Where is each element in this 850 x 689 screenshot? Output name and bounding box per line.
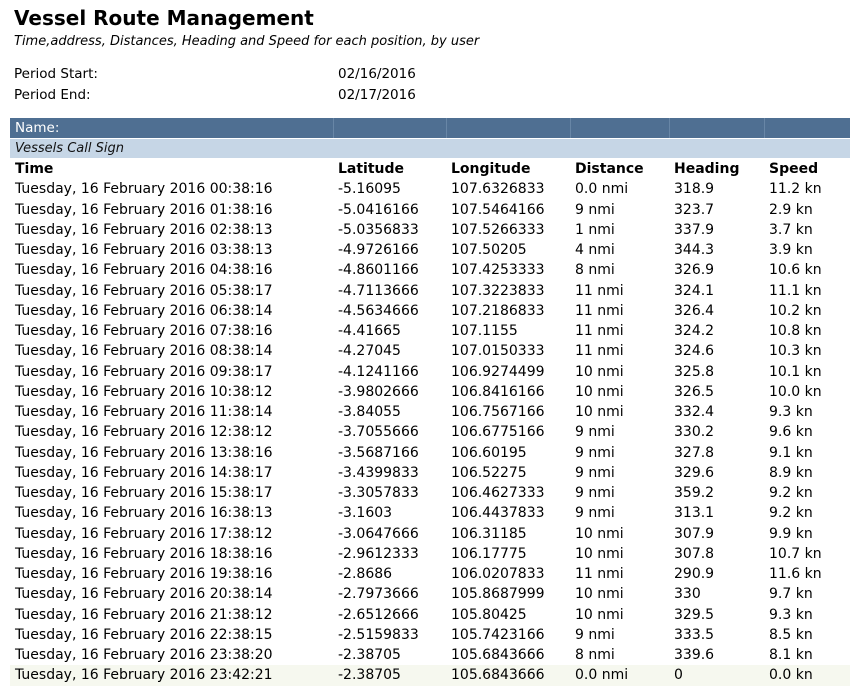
cell-distance: 0.0 nmi xyxy=(575,667,629,684)
cell-heading: 325.8 xyxy=(674,363,715,380)
cell-speed: 9.3 kn xyxy=(769,606,813,623)
cell-time: Tuesday, 16 February 2016 12:38:12 xyxy=(15,424,273,441)
band-divider xyxy=(446,118,447,138)
cell-time: Tuesday, 16 February 2016 08:38:14 xyxy=(15,343,273,360)
table-header-row xyxy=(10,159,850,179)
table-row xyxy=(10,584,850,604)
cell-time: Tuesday, 16 February 2016 06:38:14 xyxy=(15,302,273,319)
cell-time: Tuesday, 16 February 2016 05:38:17 xyxy=(15,282,273,299)
cell-heading: 313.1 xyxy=(674,505,715,522)
cell-distance: 4 nmi xyxy=(575,242,615,258)
cell-speed: 3.9 kn xyxy=(769,242,813,258)
cell-longitude: 106.31185 xyxy=(451,525,527,542)
table-row xyxy=(10,544,850,564)
table-row xyxy=(10,382,850,402)
cell-latitude: -3.4399833 xyxy=(338,464,419,481)
cell-heading: 324.1 xyxy=(674,282,715,299)
table-row xyxy=(10,443,850,463)
cell-speed: 8.9 kn xyxy=(769,464,813,481)
cell-distance: 9 nmi xyxy=(575,505,615,522)
header-distance: Distance xyxy=(575,161,644,177)
cell-longitude: 105.6843666 xyxy=(451,667,545,684)
cell-latitude: -4.1241166 xyxy=(338,363,419,380)
call-sign-band xyxy=(10,139,850,158)
cell-heading: 339.6 xyxy=(674,647,715,663)
cell-heading: 0 xyxy=(674,667,683,684)
cell-heading: 344.3 xyxy=(674,242,715,258)
cell-heading: 329.5 xyxy=(674,606,715,623)
cell-distance: 10 nmi xyxy=(575,525,624,542)
cell-longitude: 107.6326833 xyxy=(451,181,545,198)
cell-time: Tuesday, 16 February 2016 13:38:16 xyxy=(15,444,273,461)
cell-time: Tuesday, 16 February 2016 22:38:15 xyxy=(15,626,273,643)
cell-latitude: -4.8601166 xyxy=(338,262,419,279)
cell-time: Tuesday, 16 February 2016 02:38:13 xyxy=(15,221,273,238)
cell-distance: 10 nmi xyxy=(575,545,624,562)
cell-longitude: 106.7567166 xyxy=(451,404,545,420)
report-subtitle: Time,address, Distances, Heading and Speed for each position, by user xyxy=(14,34,480,49)
cell-speed: 11.1 kn xyxy=(769,282,822,299)
cell-distance: 9 nmi xyxy=(575,201,615,218)
cell-longitude: 105.8687999 xyxy=(451,586,545,603)
cell-longitude: 107.0150333 xyxy=(451,343,545,360)
cell-time: Tuesday, 16 February 2016 00:38:16 xyxy=(15,181,273,198)
cell-time: Tuesday, 16 February 2016 21:38:12 xyxy=(15,606,273,623)
cell-heading: 327.8 xyxy=(674,444,715,461)
cell-longitude: 107.5464166 xyxy=(451,201,545,218)
cell-speed: 9.6 kn xyxy=(769,424,813,441)
cell-distance: 9 nmi xyxy=(575,444,615,461)
cell-speed: 10.1 kn xyxy=(769,363,822,380)
cell-time: Tuesday, 16 February 2016 18:38:16 xyxy=(15,545,273,562)
cell-heading: 323.7 xyxy=(674,201,715,218)
cell-latitude: -4.5634666 xyxy=(338,302,419,319)
header-heading: Heading xyxy=(674,161,740,177)
table-body xyxy=(10,179,850,685)
cell-heading: 324.6 xyxy=(674,343,715,360)
cell-longitude: 106.0207833 xyxy=(451,566,545,582)
cell-latitude: -2.38705 xyxy=(338,667,401,684)
cell-latitude: -3.5687166 xyxy=(338,444,419,461)
table-row xyxy=(10,200,850,220)
cell-time: Tuesday, 16 February 2016 16:38:13 xyxy=(15,505,273,522)
table-row xyxy=(10,564,850,584)
cell-latitude: -4.41665 xyxy=(338,323,401,339)
cell-longitude: 107.2186833 xyxy=(451,302,545,319)
band-divider xyxy=(669,118,670,138)
cell-heading: 333.5 xyxy=(674,626,715,643)
table-row xyxy=(10,625,850,645)
page-title: Vessel Route Management xyxy=(14,6,314,30)
cell-longitude: 106.9274499 xyxy=(451,363,545,380)
cell-longitude: 106.17775 xyxy=(451,545,527,562)
cell-time: Tuesday, 16 February 2016 15:38:17 xyxy=(15,485,273,501)
cell-latitude: -4.9726166 xyxy=(338,242,419,258)
cell-longitude: 106.4437833 xyxy=(451,505,545,522)
period-start-value: 02/16/2016 xyxy=(338,66,416,82)
cell-heading: 324.2 xyxy=(674,323,715,339)
cell-time: Tuesday, 16 February 2016 10:38:12 xyxy=(15,383,273,400)
cell-latitude: -2.9612333 xyxy=(338,545,419,562)
cell-longitude: 107.4253333 xyxy=(451,262,545,279)
cell-heading: 326.4 xyxy=(674,302,715,319)
cell-speed: 9.2 kn xyxy=(769,485,813,501)
table-row xyxy=(10,483,850,503)
cell-speed: 10.6 kn xyxy=(769,262,822,279)
table-row xyxy=(10,179,850,199)
table-row xyxy=(10,281,850,301)
cell-time: Tuesday, 16 February 2016 11:38:14 xyxy=(15,404,273,420)
cell-longitude: 106.6775166 xyxy=(451,424,545,441)
cell-speed: 9.7 kn xyxy=(769,586,813,603)
table-row xyxy=(10,341,850,361)
cell-distance: 9 nmi xyxy=(575,485,615,501)
table-row xyxy=(10,524,850,544)
cell-distance: 11 nmi xyxy=(575,343,624,360)
cell-latitude: -3.84055 xyxy=(338,404,401,420)
table-row xyxy=(10,503,850,523)
cell-time: Tuesday, 16 February 2016 14:38:17 xyxy=(15,464,273,481)
cell-heading: 307.9 xyxy=(674,525,715,542)
cell-latitude: -3.0647666 xyxy=(338,525,419,542)
cell-longitude: 107.3223833 xyxy=(451,282,545,299)
cell-latitude: -2.6512666 xyxy=(338,606,419,623)
cell-distance: 9 nmi xyxy=(575,424,615,441)
cell-time: Tuesday, 16 February 2016 04:38:16 xyxy=(15,262,273,279)
cell-latitude: -5.16095 xyxy=(338,181,401,198)
cell-speed: 0.0 kn xyxy=(769,667,813,684)
cell-time: Tuesday, 16 February 2016 23:38:20 xyxy=(15,647,273,663)
cell-longitude: 106.60195 xyxy=(451,444,527,461)
cell-heading: 329.6 xyxy=(674,464,715,481)
cell-distance: 11 nmi xyxy=(575,302,624,319)
table-row xyxy=(10,422,850,442)
cell-speed: 11.2 kn xyxy=(769,181,822,198)
band-divider xyxy=(570,118,571,138)
cell-speed: 10.7 kn xyxy=(769,545,822,562)
cell-heading: 337.9 xyxy=(674,221,715,238)
table-row xyxy=(10,645,850,665)
cell-heading: 326.5 xyxy=(674,383,715,400)
table-row xyxy=(10,402,850,422)
cell-time: Tuesday, 16 February 2016 09:38:17 xyxy=(15,363,273,380)
cell-distance: 10 nmi xyxy=(575,383,624,400)
cell-longitude: 106.52275 xyxy=(451,464,527,481)
cell-distance: 11 nmi xyxy=(575,566,624,582)
cell-time: Tuesday, 16 February 2016 03:38:13 xyxy=(15,242,273,258)
cell-speed: 9.2 kn xyxy=(769,505,813,522)
cell-distance: 11 nmi xyxy=(575,323,624,339)
cell-heading: 326.9 xyxy=(674,262,715,279)
header-time: Time xyxy=(15,161,54,177)
cell-heading: 359.2 xyxy=(674,485,715,501)
cell-heading: 330.2 xyxy=(674,424,715,441)
cell-distance: 8 nmi xyxy=(575,647,615,663)
cell-heading: 307.8 xyxy=(674,545,715,562)
header-speed: Speed xyxy=(769,161,819,177)
table-row xyxy=(10,605,850,625)
cell-time: Tuesday, 16 February 2016 07:38:16 xyxy=(15,323,273,339)
cell-longitude: 107.50205 xyxy=(451,242,527,258)
table-row xyxy=(10,260,850,280)
header-longitude: Longitude xyxy=(451,161,531,177)
table-row xyxy=(10,665,850,685)
cell-latitude: -5.0356833 xyxy=(338,221,419,238)
cell-distance: 1 nmi xyxy=(575,221,615,238)
cell-heading: 330 xyxy=(674,586,701,603)
cell-speed: 9.9 kn xyxy=(769,525,813,542)
cell-latitude: -2.8686 xyxy=(338,566,393,582)
table-row xyxy=(10,220,850,240)
period-end-label: Period End: xyxy=(14,87,91,103)
table-row xyxy=(10,321,850,341)
cell-latitude: -3.1603 xyxy=(338,505,393,522)
name-group-band xyxy=(10,118,850,138)
period-end-value: 02/17/2016 xyxy=(338,87,416,103)
cell-distance: 10 nmi xyxy=(575,404,624,420)
cell-distance: 9 nmi xyxy=(575,626,615,643)
cell-speed: 8.1 kn xyxy=(769,647,813,663)
positions-table xyxy=(10,159,850,686)
cell-speed: 10.3 kn xyxy=(769,343,822,360)
cell-distance: 10 nmi xyxy=(575,363,624,380)
cell-heading: 318.9 xyxy=(674,181,715,198)
table-row xyxy=(10,301,850,321)
cell-speed: 10.8 kn xyxy=(769,323,822,339)
cell-distance: 0.0 nmi xyxy=(575,181,629,198)
cell-heading: 332.4 xyxy=(674,404,715,420)
header-latitude: Latitude xyxy=(338,161,405,177)
table-row xyxy=(10,463,850,483)
cell-latitude: -3.9802666 xyxy=(338,383,419,400)
cell-latitude: -4.27045 xyxy=(338,343,401,360)
cell-time: Tuesday, 16 February 2016 20:38:14 xyxy=(15,586,273,603)
cell-speed: 9.3 kn xyxy=(769,404,813,420)
cell-longitude: 105.80425 xyxy=(451,606,527,623)
cell-time: Tuesday, 16 February 2016 19:38:16 xyxy=(15,566,273,582)
period-start-label: Period Start: xyxy=(14,66,98,82)
cell-time: Tuesday, 16 February 2016 17:38:12 xyxy=(15,525,273,542)
cell-time: Tuesday, 16 February 2016 01:38:16 xyxy=(15,201,273,218)
cell-longitude: 107.1155 xyxy=(451,323,518,339)
table-row xyxy=(10,240,850,260)
call-sign-label: Vessels Call Sign xyxy=(15,141,124,156)
band-divider xyxy=(333,118,334,138)
cell-longitude: 105.7423166 xyxy=(451,626,545,643)
table-row xyxy=(10,362,850,382)
name-label: Name: xyxy=(15,120,60,136)
cell-latitude: -3.3057833 xyxy=(338,485,419,501)
cell-longitude: 106.4627333 xyxy=(451,485,545,501)
cell-heading: 290.9 xyxy=(674,566,715,582)
cell-latitude: -3.7055666 xyxy=(338,424,419,441)
cell-latitude: -2.38705 xyxy=(338,647,401,663)
cell-distance: 11 nmi xyxy=(575,282,624,299)
cell-distance: 8 nmi xyxy=(575,262,615,279)
cell-speed: 9.1 kn xyxy=(769,444,813,461)
cell-distance: 10 nmi xyxy=(575,606,624,623)
cell-latitude: -5.0416166 xyxy=(338,201,419,218)
cell-speed: 11.6 kn xyxy=(769,566,822,582)
cell-speed: 2.9 kn xyxy=(769,201,813,218)
cell-speed: 8.5 kn xyxy=(769,626,813,643)
cell-time: Tuesday, 16 February 2016 23:42:21 xyxy=(15,667,273,684)
cell-speed: 3.7 kn xyxy=(769,221,813,238)
cell-distance: 10 nmi xyxy=(575,586,624,603)
cell-longitude: 105.6843666 xyxy=(451,647,545,663)
cell-latitude: -4.7113666 xyxy=(338,282,419,299)
cell-speed: 10.0 kn xyxy=(769,383,822,400)
cell-latitude: -2.5159833 xyxy=(338,626,419,643)
band-divider xyxy=(764,118,765,138)
cell-latitude: -2.7973666 xyxy=(338,586,419,603)
cell-longitude: 106.8416166 xyxy=(451,383,545,400)
cell-speed: 10.2 kn xyxy=(769,302,822,319)
cell-distance: 9 nmi xyxy=(575,464,615,481)
cell-longitude: 107.5266333 xyxy=(451,221,545,238)
